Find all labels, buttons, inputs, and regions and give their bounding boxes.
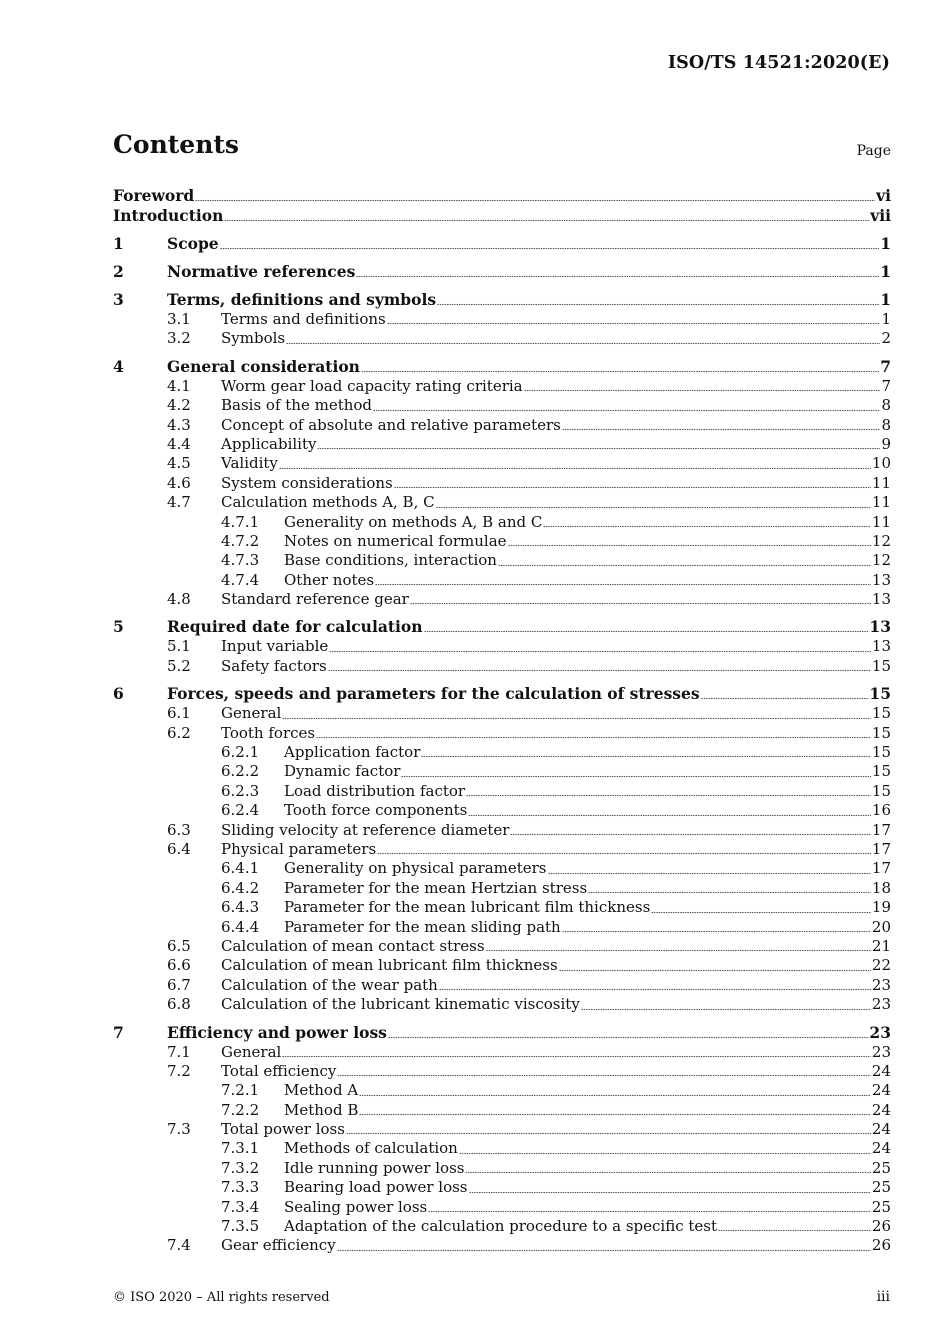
toc-entry[interactable] bbox=[113, 617, 891, 637]
dot-leader bbox=[346, 1131, 871, 1135]
toc-entry-page: 23 bbox=[871, 995, 891, 1014]
toc-entry-page: 8 bbox=[881, 396, 891, 415]
toc-entry-title: Idle running power loss bbox=[284, 1158, 465, 1177]
toc-entry-title: Generality on methods A, B and C bbox=[284, 512, 543, 531]
toc-entry[interactable] bbox=[113, 493, 891, 512]
dot-leader bbox=[508, 543, 871, 547]
toc-entry-title: Adaptation of the calculation procedure to a specific test bbox=[284, 1217, 718, 1236]
toc-entry-title: Calculation of the wear path bbox=[221, 975, 438, 994]
toc-entry-title: Sliding velocity at reference diameter bbox=[221, 820, 510, 839]
toc-entry-number: 7.3.1 bbox=[221, 1139, 260, 1158]
dot-leader bbox=[439, 987, 871, 991]
toc-entry-page: 24 bbox=[871, 1120, 891, 1139]
toc-entry-title: General consideration bbox=[167, 356, 360, 376]
toc-entry-title: Parameter for the mean Hertzian stress bbox=[284, 878, 588, 897]
toc-entry-number: 6.2.3 bbox=[221, 781, 260, 800]
copyright-notice: © ISO 2020 – All rights reserved bbox=[113, 1290, 330, 1305]
page-number: iii bbox=[876, 1289, 890, 1305]
toc-entry-number: 7 bbox=[113, 1022, 124, 1042]
dot-leader bbox=[486, 948, 871, 952]
dot-leader bbox=[588, 890, 871, 894]
toc-entry-number: 6.4 bbox=[167, 839, 191, 858]
toc-entry-page: 10 bbox=[871, 454, 891, 473]
toc-entry-page: 12 bbox=[871, 551, 891, 570]
toc-entry-title: Dynamic factor bbox=[284, 762, 401, 781]
dot-leader bbox=[498, 563, 871, 567]
dot-leader bbox=[329, 649, 871, 653]
dot-leader bbox=[562, 929, 871, 933]
toc-entry-page: 19 bbox=[871, 898, 891, 917]
toc-entry-number: 4.7.3 bbox=[221, 551, 260, 570]
toc-entry-page: 21 bbox=[871, 936, 891, 955]
toc-entry-page: 15 bbox=[871, 762, 891, 781]
toc-entry-number: 7.2.1 bbox=[221, 1081, 260, 1100]
toc-entry[interactable] bbox=[113, 859, 891, 878]
toc-entry-number: 7.2 bbox=[167, 1061, 191, 1080]
toc-entry-title: Application factor bbox=[284, 743, 421, 762]
toc-entry-title: Calculation of mean lubricant film thickness bbox=[221, 956, 558, 975]
toc-entry-page: 13 bbox=[871, 637, 891, 656]
toc-entry[interactable] bbox=[113, 762, 891, 781]
toc-entry-title: General bbox=[221, 1042, 282, 1061]
toc-entry[interactable] bbox=[113, 590, 891, 609]
dot-leader bbox=[377, 851, 871, 855]
dot-leader bbox=[468, 813, 871, 817]
toc-entry-page: 16 bbox=[871, 801, 891, 820]
toc-entry-number: 6.5 bbox=[167, 936, 191, 955]
toc-entry-page: 24 bbox=[871, 1081, 891, 1100]
toc-entry-title: Bearing load power loss bbox=[284, 1178, 468, 1197]
toc-entry-page: 1 bbox=[880, 262, 891, 281]
toc-entry-number: 1 bbox=[113, 234, 124, 253]
toc-entry[interactable] bbox=[113, 956, 891, 975]
toc-entry-title: Tooth force components bbox=[284, 801, 468, 820]
toc-entry-title: Tooth forces bbox=[221, 723, 316, 742]
toc-entry-page: 24 bbox=[871, 1100, 891, 1119]
toc-entry[interactable] bbox=[113, 995, 891, 1014]
toc-entry-title: Sealing power loss bbox=[284, 1197, 428, 1216]
toc-entry[interactable] bbox=[113, 684, 891, 704]
toc-entry-number: 6.1 bbox=[167, 704, 191, 723]
dot-leader bbox=[195, 198, 875, 202]
toc-entry-page: 18 bbox=[871, 878, 891, 897]
toc-entry-title: Validity bbox=[221, 454, 278, 473]
dot-leader bbox=[328, 668, 871, 672]
toc-entry[interactable] bbox=[113, 1159, 891, 1178]
dot-leader bbox=[581, 1007, 871, 1011]
toc-entry-title: Notes on numerical formulae bbox=[284, 531, 507, 550]
toc-entry-page: 13 bbox=[871, 590, 891, 609]
toc-entry-page: 22 bbox=[871, 956, 891, 975]
dot-leader bbox=[394, 485, 871, 489]
toc-entry-page: 13 bbox=[871, 570, 891, 589]
dot-leader bbox=[469, 1190, 871, 1194]
toc-entry[interactable] bbox=[113, 1217, 891, 1236]
toc-entry-number: 7.1 bbox=[167, 1042, 191, 1061]
toc-entry-page: 17 bbox=[871, 820, 891, 839]
page-column-label: Page bbox=[856, 143, 891, 159]
dot-leader bbox=[718, 1228, 871, 1232]
toc-entry-number: 4.4 bbox=[167, 434, 191, 453]
toc-entry-page: 15 bbox=[869, 684, 891, 704]
dot-leader bbox=[562, 427, 881, 431]
toc-entry-number: 4.7 bbox=[167, 493, 191, 512]
dot-leader bbox=[428, 1209, 871, 1213]
toc-entry-number: 3 bbox=[113, 290, 124, 309]
dot-leader bbox=[387, 321, 881, 325]
toc-entry[interactable] bbox=[113, 186, 891, 206]
toc-entry-page: 26 bbox=[871, 1217, 891, 1236]
toc-entry-page: 12 bbox=[871, 531, 891, 550]
toc-entry-number: 4 bbox=[113, 356, 124, 376]
toc-entry-page: 25 bbox=[871, 1158, 891, 1177]
dot-leader bbox=[337, 1073, 871, 1077]
toc-entry[interactable] bbox=[113, 551, 891, 570]
toc-entry[interactable] bbox=[113, 435, 891, 454]
toc-entry-number: 4.6 bbox=[167, 473, 191, 492]
dot-leader bbox=[337, 1248, 871, 1252]
toc-entry-title: Symbols bbox=[221, 329, 286, 348]
toc-entry-number: 4.3 bbox=[167, 415, 191, 434]
toc-entry[interactable] bbox=[113, 1139, 891, 1158]
dot-leader bbox=[466, 793, 871, 797]
toc-entry[interactable] bbox=[113, 474, 891, 493]
toc-entry-number: 4.8 bbox=[167, 590, 191, 609]
toc-entry[interactable] bbox=[113, 821, 891, 840]
toc-entry[interactable] bbox=[113, 637, 891, 656]
toc-entry-number: 3.2 bbox=[167, 329, 191, 348]
dot-leader bbox=[437, 302, 879, 306]
toc-entry-number: 6.4.2 bbox=[221, 878, 260, 897]
toc-entry[interactable] bbox=[113, 513, 891, 532]
toc-entry-title: Calculation of the lubricant kinematic viscosity bbox=[221, 995, 580, 1014]
dot-leader bbox=[559, 968, 871, 972]
toc-entry[interactable] bbox=[113, 937, 891, 956]
dot-leader bbox=[282, 1054, 871, 1058]
toc-entry-number: 7.3.4 bbox=[221, 1197, 260, 1216]
toc-entry-title: Physical parameters bbox=[221, 839, 377, 858]
dot-leader bbox=[317, 446, 880, 450]
toc-entry[interactable] bbox=[113, 898, 891, 917]
toc-entry-page: 15 bbox=[871, 704, 891, 723]
toc-entry-number: 6 bbox=[113, 684, 124, 704]
toc-entry[interactable] bbox=[113, 310, 891, 329]
toc-entry-number: 2 bbox=[113, 262, 124, 281]
toc-entry-title: Input variable bbox=[221, 637, 329, 656]
toc-entry[interactable] bbox=[113, 1023, 891, 1043]
toc-entry-number: 4.1 bbox=[167, 376, 191, 395]
toc-entry-title: Introduction bbox=[113, 206, 224, 225]
toc-entry[interactable] bbox=[113, 357, 891, 377]
toc-entry-title: General bbox=[221, 704, 282, 723]
dot-leader bbox=[286, 341, 880, 345]
toc-entry-page: 23 bbox=[869, 1022, 891, 1042]
toc-entry[interactable] bbox=[113, 329, 891, 348]
toc-entry-number: 7.4 bbox=[167, 1236, 191, 1255]
dot-leader bbox=[282, 716, 871, 720]
toc-entry-title: Methods of calculation bbox=[284, 1139, 458, 1158]
toc-entry-page: vii bbox=[870, 206, 891, 225]
toc-entry-title: Safety factors bbox=[221, 656, 327, 675]
toc-entry-number: 7.3.3 bbox=[221, 1178, 260, 1197]
toc-entry-page: 17 bbox=[871, 859, 891, 878]
toc-entry-number: 6.2 bbox=[167, 723, 191, 742]
dot-leader bbox=[388, 1035, 869, 1039]
toc-entry-title: Parameter for the mean lubricant film thickness bbox=[284, 898, 651, 917]
toc-entry-page: 11 bbox=[871, 512, 891, 531]
dot-leader bbox=[524, 388, 881, 392]
toc-entry-number: 5 bbox=[113, 617, 124, 637]
toc-entry-title: Scope bbox=[167, 234, 219, 253]
toc-entry-number: 7.3.5 bbox=[221, 1217, 260, 1236]
toc-entry-page: 15 bbox=[871, 743, 891, 762]
toc-entry-number: 6.4.1 bbox=[221, 859, 260, 878]
dot-leader bbox=[459, 1151, 871, 1155]
dot-leader bbox=[316, 735, 871, 739]
toc-entry[interactable] bbox=[113, 234, 891, 254]
toc-entry-title: Calculation methods A, B, C bbox=[221, 493, 435, 512]
toc-entry-title: Normative references bbox=[167, 262, 356, 281]
toc-entry-title: Foreword bbox=[113, 186, 195, 205]
toc-entry-title: Load distribution factor bbox=[284, 781, 466, 800]
toc-entry[interactable] bbox=[113, 801, 891, 820]
dot-leader bbox=[424, 629, 869, 633]
page-title: Contents bbox=[113, 130, 240, 159]
document-id: ISO/TS 14521:2020(E) bbox=[667, 53, 890, 73]
toc-entry-number: 6.2.4 bbox=[221, 801, 260, 820]
dot-leader bbox=[548, 871, 871, 875]
toc-entry-title: Basis of the method bbox=[221, 396, 373, 415]
toc-entry-number: 4.2 bbox=[167, 396, 191, 415]
toc-entry-title: Standard reference gear bbox=[221, 590, 409, 609]
dot-leader bbox=[279, 466, 871, 470]
toc-entry-number: 5.2 bbox=[167, 656, 191, 675]
toc-entry-page: 23 bbox=[871, 975, 891, 994]
toc-entry[interactable] bbox=[113, 206, 891, 226]
toc-entry[interactable] bbox=[113, 879, 891, 898]
toc-entry-number: 7.3.2 bbox=[221, 1158, 260, 1177]
toc-entry-number: 6.4.4 bbox=[221, 917, 260, 936]
toc-entry-title: Generality on physical parameters bbox=[284, 859, 547, 878]
contents-heading-row bbox=[113, 130, 891, 166]
dot-leader bbox=[436, 505, 871, 509]
toc-entry-page: 15 bbox=[871, 781, 891, 800]
dot-leader bbox=[359, 1093, 871, 1097]
toc-entry-title: Gear efficiency bbox=[221, 1236, 336, 1255]
toc-entry[interactable] bbox=[113, 262, 891, 282]
toc-entry-title: Efficiency and power loss bbox=[167, 1022, 387, 1042]
toc-entry-title: Method B bbox=[284, 1100, 359, 1119]
toc-entry-number: 4.7.4 bbox=[221, 570, 260, 589]
dot-leader bbox=[421, 754, 871, 758]
toc-entry-number: 6.8 bbox=[167, 995, 191, 1014]
dot-leader bbox=[375, 582, 871, 586]
toc-entry-number: 4.7.1 bbox=[221, 512, 260, 531]
toc-entry[interactable] bbox=[113, 1081, 891, 1100]
toc-entry-title: Base conditions, interaction bbox=[284, 551, 497, 570]
toc-entry-page: 13 bbox=[869, 617, 891, 637]
toc-entry-number: 4.7.2 bbox=[221, 531, 260, 550]
dot-leader bbox=[410, 601, 871, 605]
toc-entry-page: 17 bbox=[871, 839, 891, 858]
toc-entry[interactable] bbox=[113, 1062, 891, 1081]
dot-leader bbox=[701, 696, 869, 700]
toc-entry-page: 11 bbox=[871, 473, 891, 492]
toc-entry-title: Terms and definitions bbox=[221, 310, 386, 328]
toc-entry-page: 1 bbox=[881, 310, 891, 328]
toc-entry[interactable] bbox=[113, 1101, 891, 1120]
toc-entry[interactable] bbox=[113, 1198, 891, 1217]
toc-entry[interactable] bbox=[113, 532, 891, 551]
toc-entry-title: Method A bbox=[284, 1081, 359, 1100]
toc-entry[interactable] bbox=[113, 840, 891, 859]
toc-entry[interactable] bbox=[113, 704, 891, 723]
toc-entry-page: 24 bbox=[871, 1139, 891, 1158]
toc-entry-page: 20 bbox=[871, 917, 891, 936]
toc-entry[interactable] bbox=[113, 743, 891, 762]
toc-entry[interactable] bbox=[113, 396, 891, 415]
dot-leader bbox=[401, 774, 870, 778]
toc-entry-page: 7 bbox=[881, 376, 891, 395]
toc-entry-page: 9 bbox=[881, 434, 891, 453]
toc-entry-title: Concept of absolute and relative parameters bbox=[221, 415, 561, 434]
toc-entry-number: 5.1 bbox=[167, 637, 191, 656]
toc-entry-page: vi bbox=[876, 186, 891, 205]
toc-entry-page: 26 bbox=[871, 1236, 891, 1255]
toc-entry-number: 4.5 bbox=[167, 454, 191, 473]
toc-entry-number: 6.7 bbox=[167, 975, 191, 994]
toc-entry-number: 6.4.3 bbox=[221, 898, 260, 917]
toc-entry[interactable] bbox=[113, 571, 891, 590]
toc-entry-number: 6.2.1 bbox=[221, 743, 260, 762]
toc-entry-title: Worm gear load capacity rating criteria bbox=[221, 376, 523, 395]
toc-entry[interactable] bbox=[113, 1120, 891, 1139]
toc-entry-page: 1 bbox=[880, 234, 891, 253]
toc-entry[interactable] bbox=[113, 1043, 891, 1062]
toc-entry[interactable] bbox=[113, 918, 891, 937]
dot-leader bbox=[356, 274, 879, 278]
toc-entry-number: 3.1 bbox=[167, 310, 191, 328]
toc-entry-title: Parameter for the mean sliding path bbox=[284, 917, 561, 936]
toc-entry[interactable] bbox=[113, 1178, 891, 1197]
dot-leader bbox=[373, 408, 880, 412]
toc-entry-number: 7.2.2 bbox=[221, 1100, 260, 1119]
toc-entry-page: 25 bbox=[871, 1178, 891, 1197]
toc-entry-page: 15 bbox=[871, 656, 891, 675]
toc-entry[interactable] bbox=[113, 454, 891, 473]
toc-entry-number: 6.3 bbox=[167, 820, 191, 839]
dot-leader bbox=[361, 369, 879, 373]
toc-entry[interactable] bbox=[113, 290, 891, 310]
toc-entry[interactable] bbox=[113, 976, 891, 995]
toc-entry-title: Terms, definitions and symbols bbox=[167, 290, 437, 309]
toc-entry-page: 11 bbox=[871, 493, 891, 512]
toc-entry-page: 8 bbox=[881, 415, 891, 434]
toc-entry-title: Required date for calculation bbox=[167, 617, 423, 637]
toc-entry-page: 23 bbox=[871, 1042, 891, 1061]
toc-entry-page: 24 bbox=[871, 1061, 891, 1080]
toc-entry-page: 1 bbox=[880, 290, 891, 309]
dot-leader bbox=[543, 524, 871, 528]
dot-leader bbox=[465, 1170, 870, 1174]
toc-entry-title: Other notes bbox=[284, 570, 375, 589]
toc-entry[interactable] bbox=[113, 377, 891, 396]
toc-entry-title: System considerations bbox=[221, 473, 393, 492]
toc-entry-title: Total efficiency bbox=[221, 1061, 337, 1080]
dot-leader bbox=[651, 910, 871, 914]
toc-entry-page: 15 bbox=[871, 723, 891, 742]
toc-entry-page: 25 bbox=[871, 1197, 891, 1216]
toc-entry-title: Forces, speeds and parameters for the calculation of stresses bbox=[167, 684, 700, 704]
toc-entry-number: 6.6 bbox=[167, 956, 191, 975]
dot-leader bbox=[220, 246, 880, 250]
toc-entry-title: Total power loss bbox=[221, 1120, 345, 1139]
toc-entry-number: 6.2.2 bbox=[221, 762, 260, 781]
toc-entry-title: Calculation of mean contact stress bbox=[221, 936, 485, 955]
toc-entry-page: 2 bbox=[881, 329, 891, 348]
toc-entry-page: 7 bbox=[880, 356, 891, 376]
dot-leader bbox=[510, 832, 870, 836]
toc-entry[interactable] bbox=[113, 782, 891, 801]
table-of-contents bbox=[113, 186, 891, 1256]
dot-leader bbox=[224, 218, 869, 222]
toc-entry-number: 7.3 bbox=[167, 1120, 191, 1139]
toc-entry[interactable] bbox=[113, 724, 891, 743]
toc-entry[interactable] bbox=[113, 657, 891, 676]
toc-entry[interactable] bbox=[113, 1236, 891, 1255]
toc-entry-title: Applicability bbox=[221, 434, 317, 453]
dot-leader bbox=[359, 1112, 871, 1116]
toc-entry[interactable] bbox=[113, 416, 891, 435]
